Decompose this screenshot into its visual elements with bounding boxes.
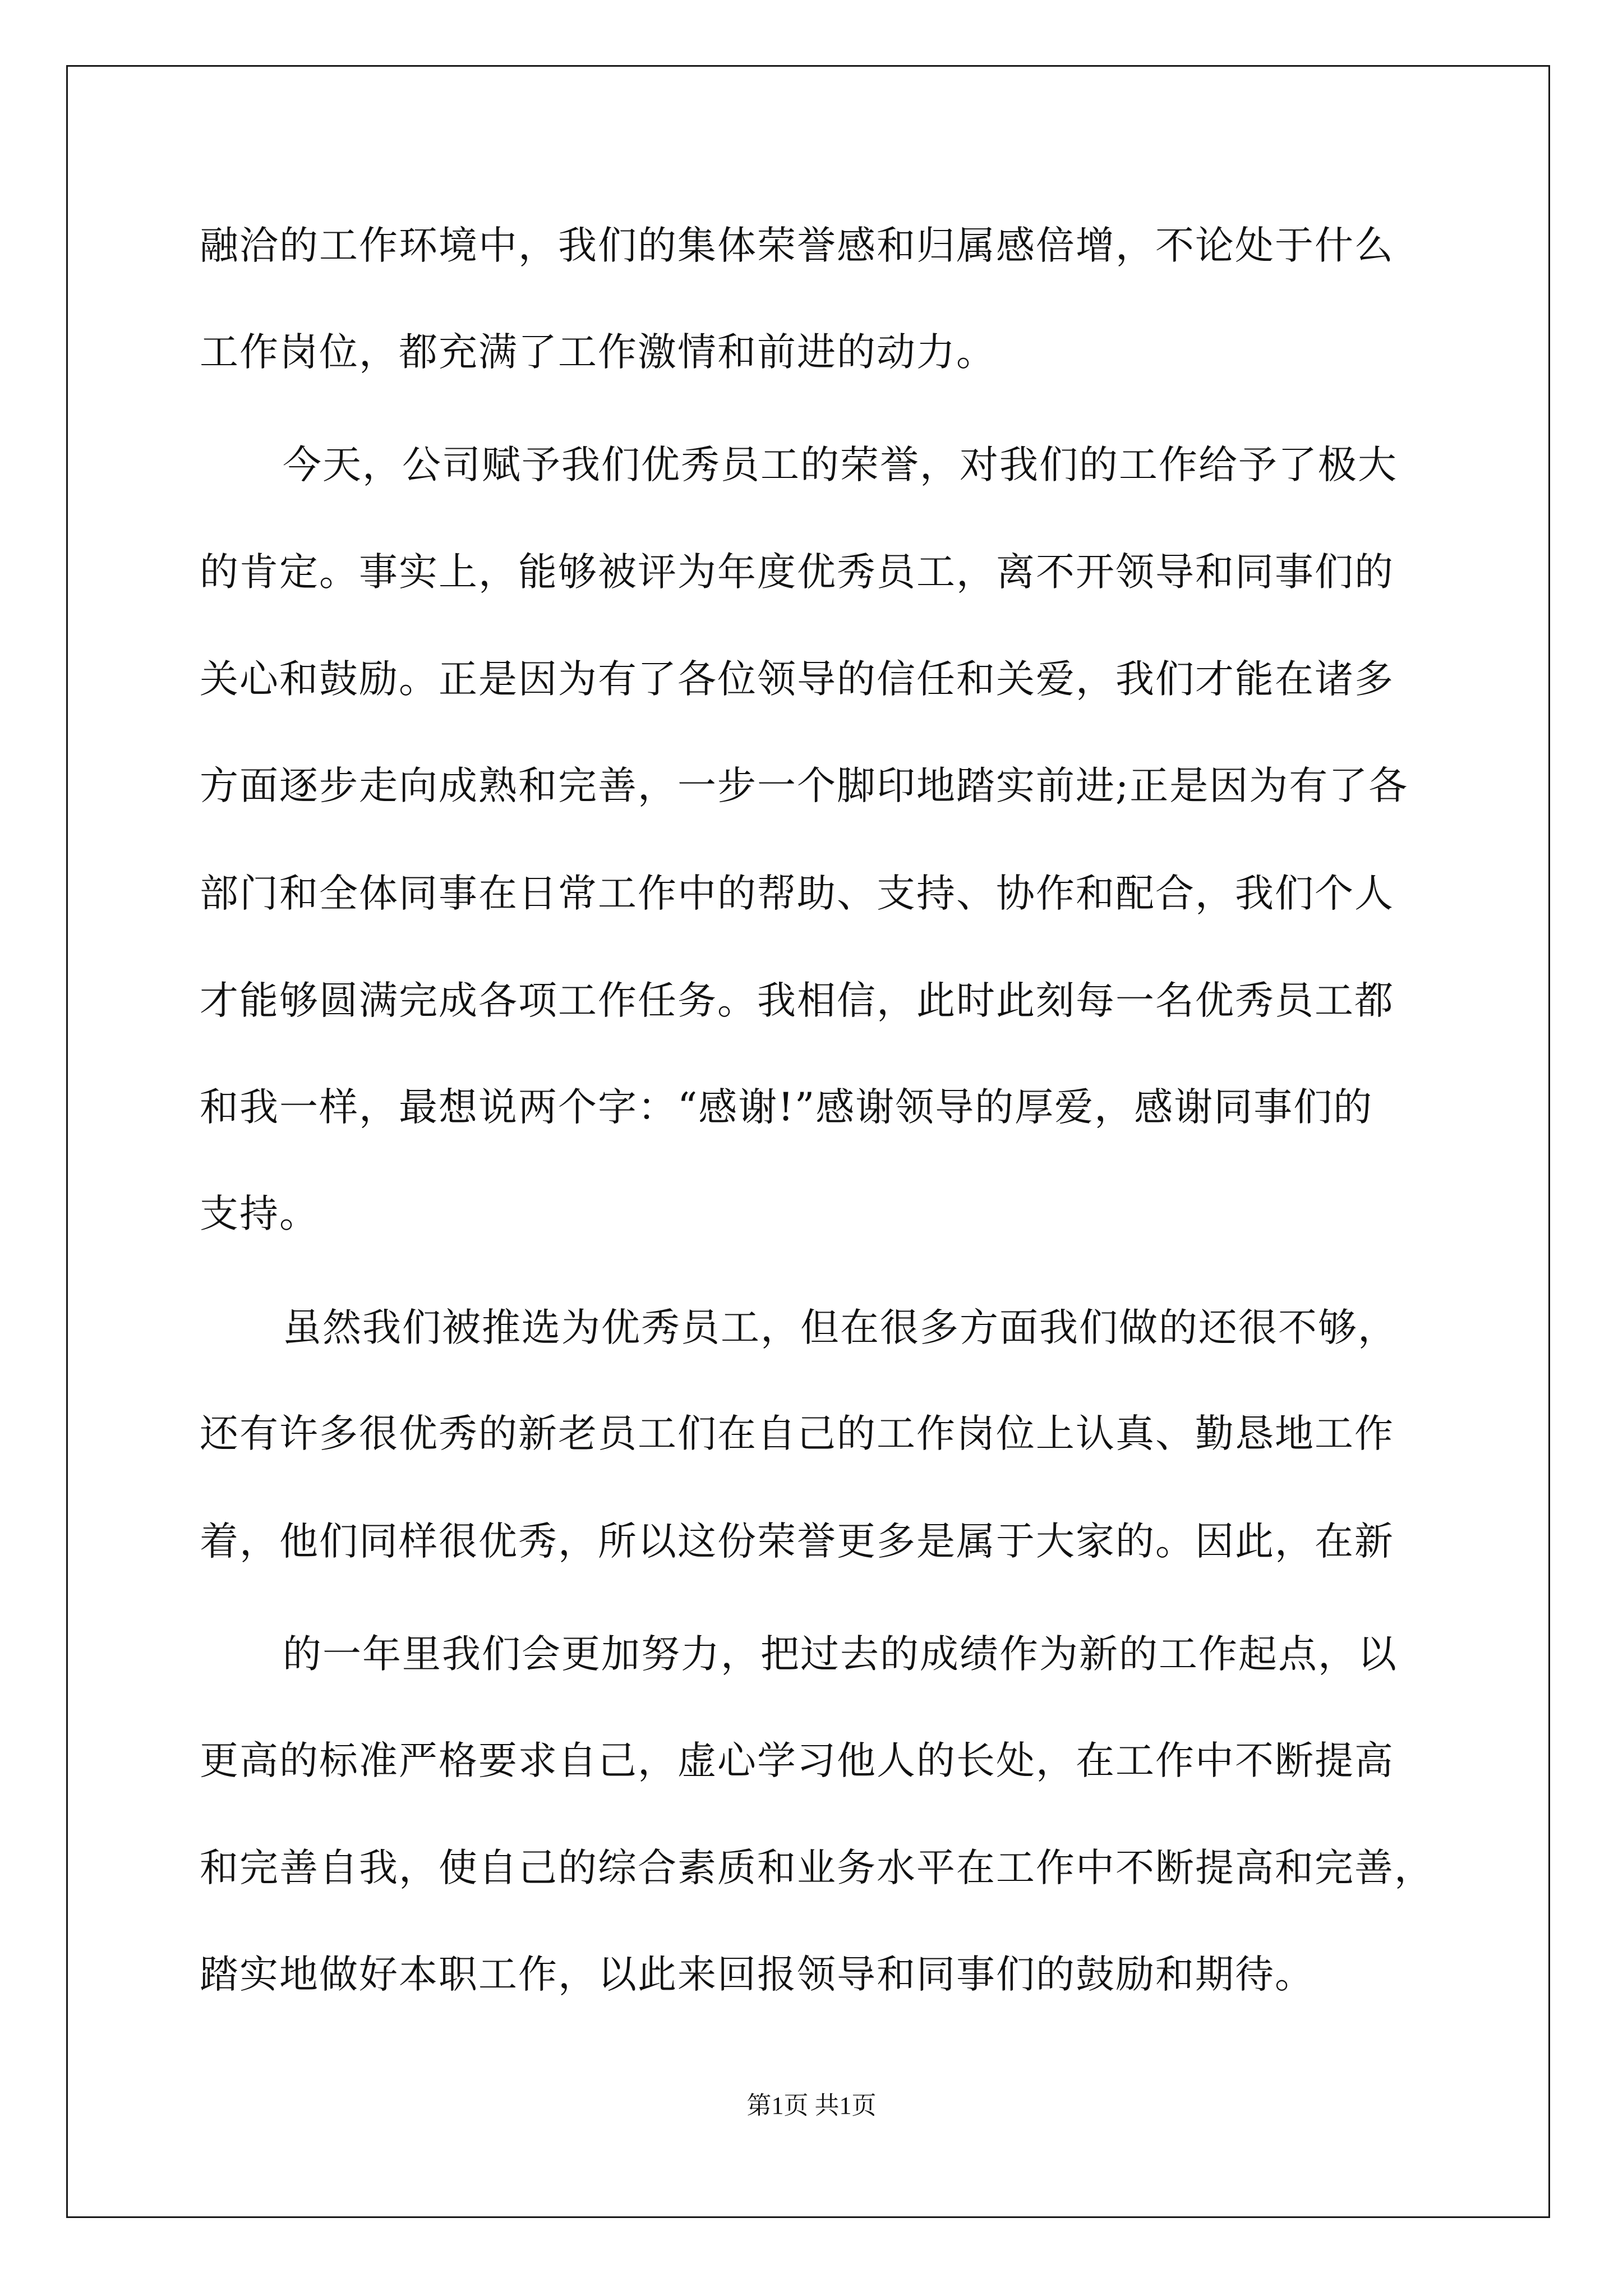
text-line: 虽然我们被推选为优秀员工，但在很多方面我们做的还很不够， [283,1305,1398,1350]
text-line: 今天，公司赋予我们优秀员工的荣誉，对我们的工作给予了极大 [283,443,1398,487]
text-line: 融洽的工作环境中，我们的集体荣誉感和归属感倍增，不论处于什么 [200,223,1394,268]
text-line: 工作岗位，都充满了工作激情和前进的动力。 [200,330,996,375]
text-line: 方面逐步走向成熟和完善，一步一个脚印地踏实前进;正是因为有了各 [200,763,1409,808]
text-line: 的一年里我们会更加努力，把过去的成绩作为新的工作起点，以 [283,1632,1398,1677]
text-line: 的肯定。事实上，能够被评为年度优秀员工，离不开领导和同事们的 [200,550,1394,595]
page-border [66,65,1550,2218]
text-line: 更高的标准严格要求自己，虚心学习他人的长处，在工作中不断提高 [200,1738,1394,1783]
text-line: 部门和全体同事在日常工作中的帮助、支持、协作和配合，我们个人 [200,871,1394,916]
text-line: 关心和鼓励。正是因为有了各位领导的信任和关爱，我们才能在诸多 [200,657,1394,702]
text-line: 还有许多很优秀的新老员工们在自己的工作岗位上认真、勤恳地工作 [200,1411,1394,1456]
text-line: 踏实地做好本职工作，以此来回报领导和同事们的鼓励和期待。 [200,1952,1315,1997]
text-line: 和完善自我，使自己的综合素质和业务水平在工作中不断提高和完善， [200,1846,1434,1890]
text-line: 才能够圆满完成各项工作任务。我相信，此时此刻每一名优秀员工都 [200,978,1394,1023]
text-line: 和我一样，最想说两个字：“感谢!”感谢领导的厚爱，感谢同事们的 [200,1085,1373,1130]
text-line: 着，他们同样很优秀，所以这份荣誉更多是属于大家的。因此，在新 [200,1519,1394,1564]
text-line: 支持。 [200,1191,319,1236]
page-number-footer: 第1页 共1页 [746,2092,877,2119]
